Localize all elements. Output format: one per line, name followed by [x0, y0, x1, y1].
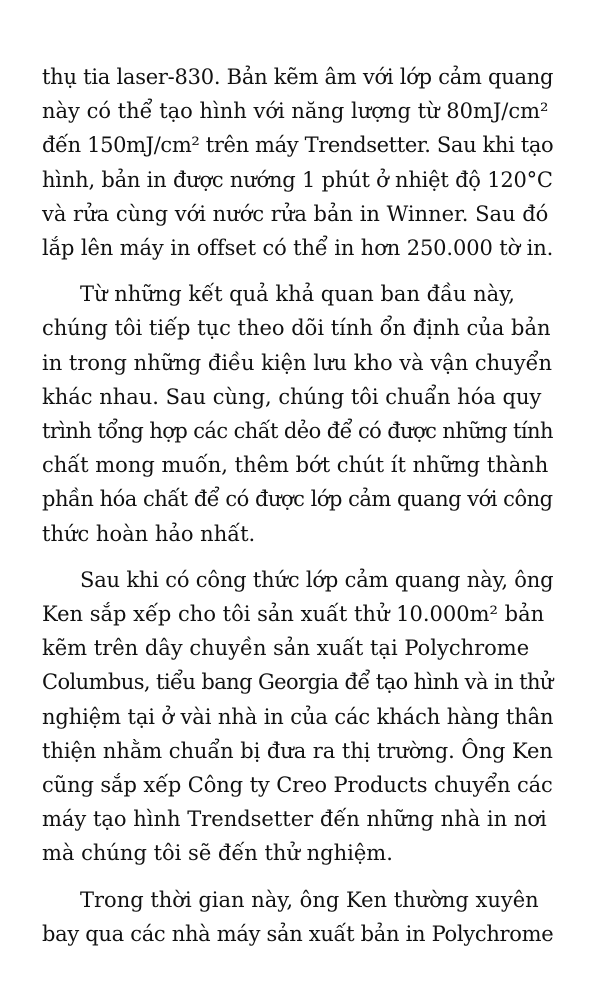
text-line: Trong thời gian này, ông Ken thường xuyên — [80, 887, 539, 912]
paragraph-4 — [42, 883, 553, 951]
text-line: Từ những kết quả khả quan ban đầu này, — [80, 282, 515, 307]
text-line: bay qua các nhà máy sản xuất bản in Polychrome — [42, 921, 554, 946]
text-line: thức hoàn hảo nhất. — [42, 521, 256, 546]
text-line: chúng tôi tiếp tục theo dõi tính ổn định của bản — [42, 316, 551, 341]
text-line: Ken sắp xếp cho tôi sản xuất thử 10.000m² bản — [42, 602, 545, 627]
text-line: thụ tia laser-830. Bản kẽm âm với lớp cảm quang — [42, 65, 554, 89]
text-line: chất mong muốn, thêm bớt chút ít những thành — [42, 453, 549, 478]
text-line: trình tổng hợp các chất dẻo để có được những tính — [42, 419, 553, 444]
text-line: đến 150mJ/cm² trên máy Trendsetter. Sau khi tạo — [42, 133, 554, 158]
text-line: khác nhau. Sau cùng, chúng tôi chuẩn hóa quy — [42, 384, 542, 409]
text-line: thiện nhằm chuẩn bị đưa ra thị trường. Ông Ken — [42, 738, 553, 763]
text-line: mà chúng tôi sẽ đến thử nghiệm. — [42, 841, 393, 866]
text-line: máy tạo hình Trendsetter đến những nhà in nơi — [42, 807, 547, 832]
text-line: nghiệm tại ở vài nhà in của các khách hàng thân — [42, 704, 554, 729]
text-line: hình, bản in được nướng 1 phút ở nhiệt độ 120°C — [42, 167, 553, 192]
text-line: kẽm trên dây chuyền sản xuất tại Polychrome — [42, 636, 530, 661]
text-line: Columbus, tiểu bang Georgia để tạo hình và in thử — [42, 670, 553, 695]
paragraph-1 — [42, 60, 553, 265]
paragraph-3 — [42, 563, 553, 871]
text-line: Sau khi có công thức lớp cảm quang này, ông — [80, 567, 554, 592]
text-line: in trong những điều kiện lưu kho và vận chuyển — [42, 350, 553, 375]
text-line: cũng sắp xếp Công ty Creo Products chuyển các — [42, 773, 553, 798]
paragraph-2 — [42, 277, 553, 551]
text-line: phần hóa chất để có được lớp cảm quang với công — [42, 487, 553, 512]
text-line: này có thể tạo hình với năng lượng từ 80mJ/cm² — [42, 99, 549, 124]
text-line: lắp lên máy in offset có thể in hơn 250.000 tờ in. — [42, 236, 554, 261]
text-line: và rửa cùng với nước rửa bản in Winner. Sau đó — [42, 201, 549, 226]
